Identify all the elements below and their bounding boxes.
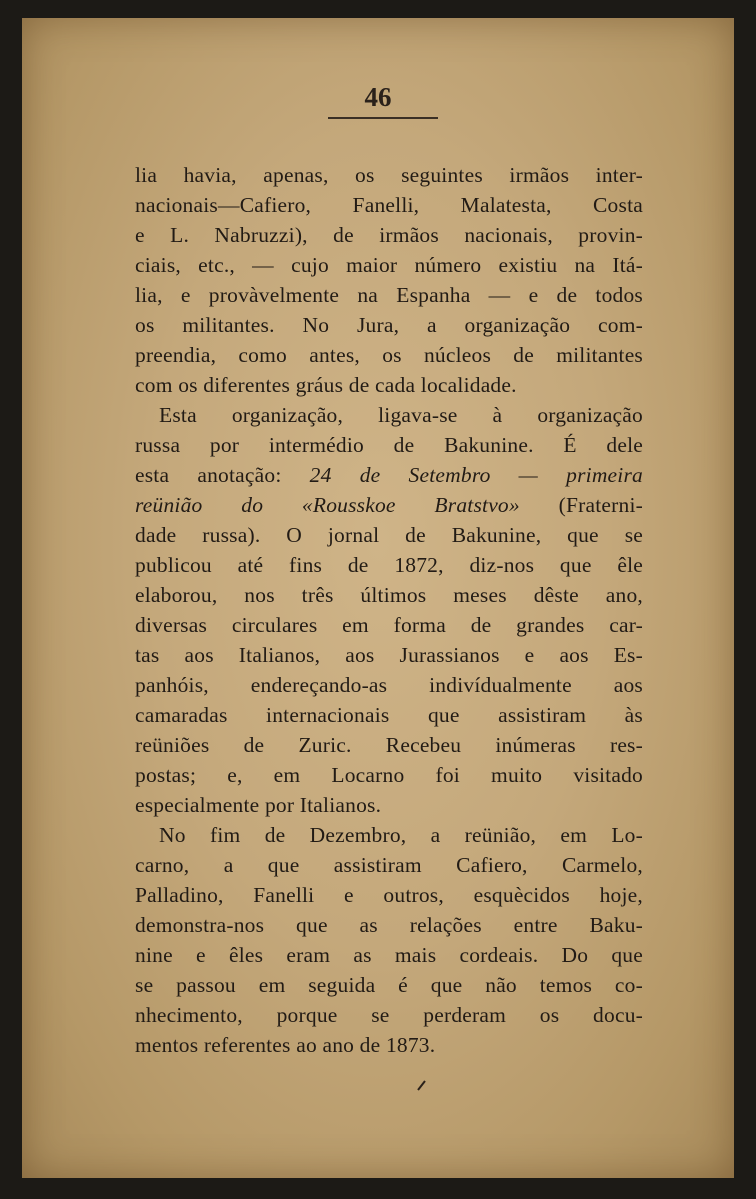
book-page <box>22 18 734 1178</box>
header-rule <box>328 117 438 119</box>
text-line: Esta organização, ligava-se à organização <box>159 403 643 427</box>
text-line: panhóis, endereçando-as indivídualmente aos <box>135 673 643 697</box>
paragraph-2 <box>135 400 643 820</box>
italic-run: reünião do «Rousskoe Bratstvo» <box>135 493 520 517</box>
text-line: preendia, como antes, os núcleos de militantes <box>135 343 643 367</box>
paragraph-3 <box>135 820 643 1060</box>
text-run: (Fraterni- <box>519 493 643 517</box>
paragraph-1 <box>135 160 643 400</box>
italic-run: 24 de Setembro — primeira <box>309 463 643 487</box>
ink-mark <box>415 1078 429 1092</box>
text-line: dade russa). O jornal de Bakunine, que se <box>135 523 643 547</box>
text-line: com os diferentes gráus de cada localidade. <box>135 373 517 397</box>
text-line: nhecimento, porque se perderam os docu- <box>135 1003 643 1027</box>
text-line: se passou em seguida é que não temos co- <box>135 973 643 997</box>
text-line: russa por intermédio de Bakunine. É dele <box>135 433 643 457</box>
text-line-mixed <box>135 490 643 520</box>
text-line: ciais, etc., — cujo maior número existiu na Itá- <box>135 253 643 277</box>
text-line: postas; e, em Locarno foi muito visitado <box>135 763 643 787</box>
text-line: os militantes. No Jura, a organização com- <box>135 313 643 337</box>
text-line: camaradas internacionais que assistiram às <box>135 703 643 727</box>
text-line: tas aos Italianos, aos Jurassianos e aos Es- <box>135 643 643 667</box>
text-line: No fim de Dezembro, a reünião, em Lo- <box>159 823 643 847</box>
page-number: 46 <box>364 82 392 112</box>
text-line: especialmente por Italianos. <box>135 793 382 817</box>
text-line-mixed <box>135 460 643 490</box>
text-line: nine e êles eram as mais cordeais. Do que <box>135 943 643 967</box>
text-line: nacionais—Cafiero, Fanelli, Malatesta, Costa <box>135 193 643 217</box>
text-line: demonstra-nos que as relações entre Baku- <box>135 913 643 937</box>
text-line: e L. Nabruzzi), de irmãos nacionais, provin- <box>135 223 643 247</box>
text-line: elaborou, nos três últimos meses dêste ano, <box>135 583 643 607</box>
text-line: carno, a que assistiram Cafiero, Carmelo, <box>135 853 643 877</box>
text-line: diversas circulares em forma de grandes car- <box>135 613 643 637</box>
text-line: reüniões de Zuric. Recebeu inúmeras res- <box>135 733 643 757</box>
text-line: lia havia, apenas, os seguintes irmãos inter- <box>135 163 643 187</box>
body-text <box>135 160 643 1060</box>
text-line: publicou até fins de 1872, diz-nos que êle <box>135 553 643 577</box>
text-line: Palladino, Fanelli e outros, esquècidos hoje, <box>135 883 643 907</box>
text-line: mentos referentes ao ano de 1873. <box>135 1033 436 1057</box>
text-line: lia, e provàvelmente na Espanha — e de todos <box>135 283 643 307</box>
text-run: esta anotação: <box>135 463 310 487</box>
